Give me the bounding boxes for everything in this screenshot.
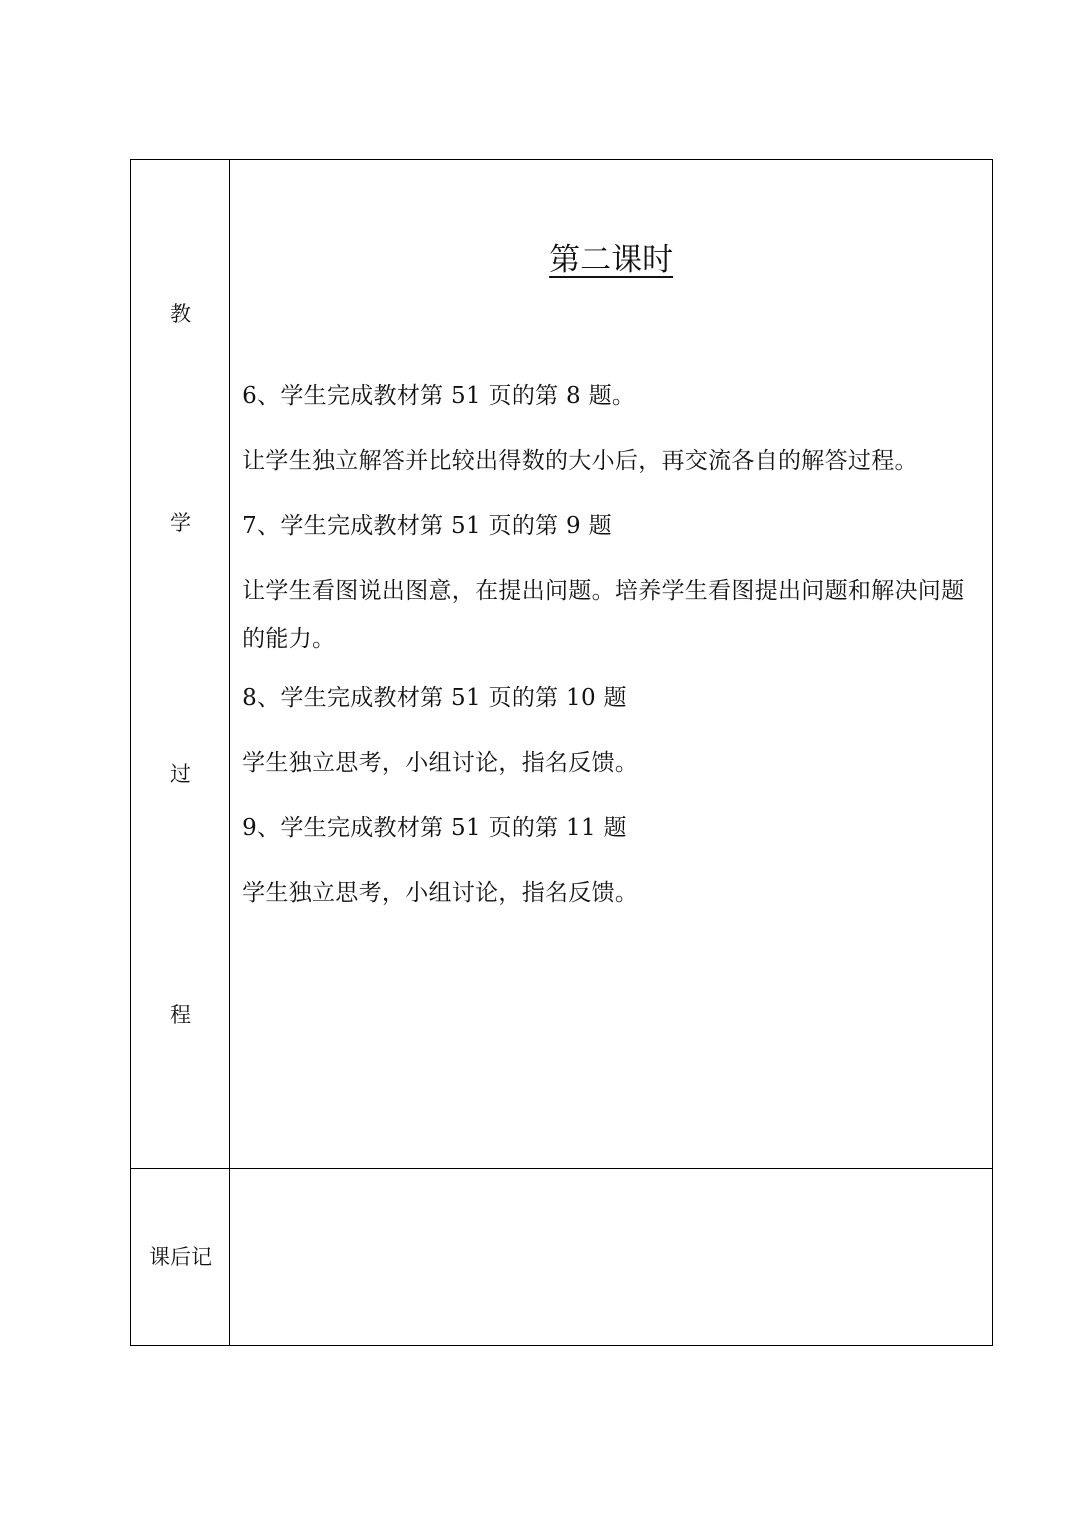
- lesson-title: 第二课时: [549, 242, 674, 278]
- label-char-cheng: 程: [170, 1003, 191, 1027]
- process-line: 学生独立思考，小组讨论，指名反馈。: [242, 750, 639, 776]
- process-line: 让学生看图说出图意，在提出问题。培养学生看图提出问题和解决问题的能力。: [242, 578, 965, 652]
- teaching-process-content-cell: [230, 160, 993, 1169]
- after-class-notes-label: 课后记: [149, 1244, 212, 1269]
- teaching-process-label-cell: [131, 160, 230, 1169]
- label-char-guo: 过: [170, 762, 191, 786]
- process-line: 7、学生完成教材第 51 页的第 9 题: [242, 513, 612, 539]
- teaching-process-row: [131, 160, 993, 1169]
- process-line: 9、学生完成教材第 51 页的第 11 题: [242, 815, 627, 841]
- label-char-xue: 学: [170, 511, 191, 535]
- process-line: 8、学生完成教材第 51 页的第 10 题: [242, 685, 627, 711]
- process-lines: [242, 378, 987, 940]
- after-class-notes-row: [131, 1168, 993, 1345]
- process-line: 6、学生完成教材第 51 页的第 8 题。: [242, 383, 636, 409]
- label-char-jiao: 教: [170, 302, 191, 326]
- lesson-plan-table: [130, 159, 993, 1346]
- after-class-notes-label-cell: [131, 1168, 230, 1345]
- after-class-notes-content[interactable]: [230, 1168, 993, 1345]
- process-line: 让学生独立解答并比较出得数的大小后，再交流各自的解答过程。: [242, 448, 918, 474]
- process-line: 学生独立思考，小组讨论，指名反馈。: [242, 880, 639, 906]
